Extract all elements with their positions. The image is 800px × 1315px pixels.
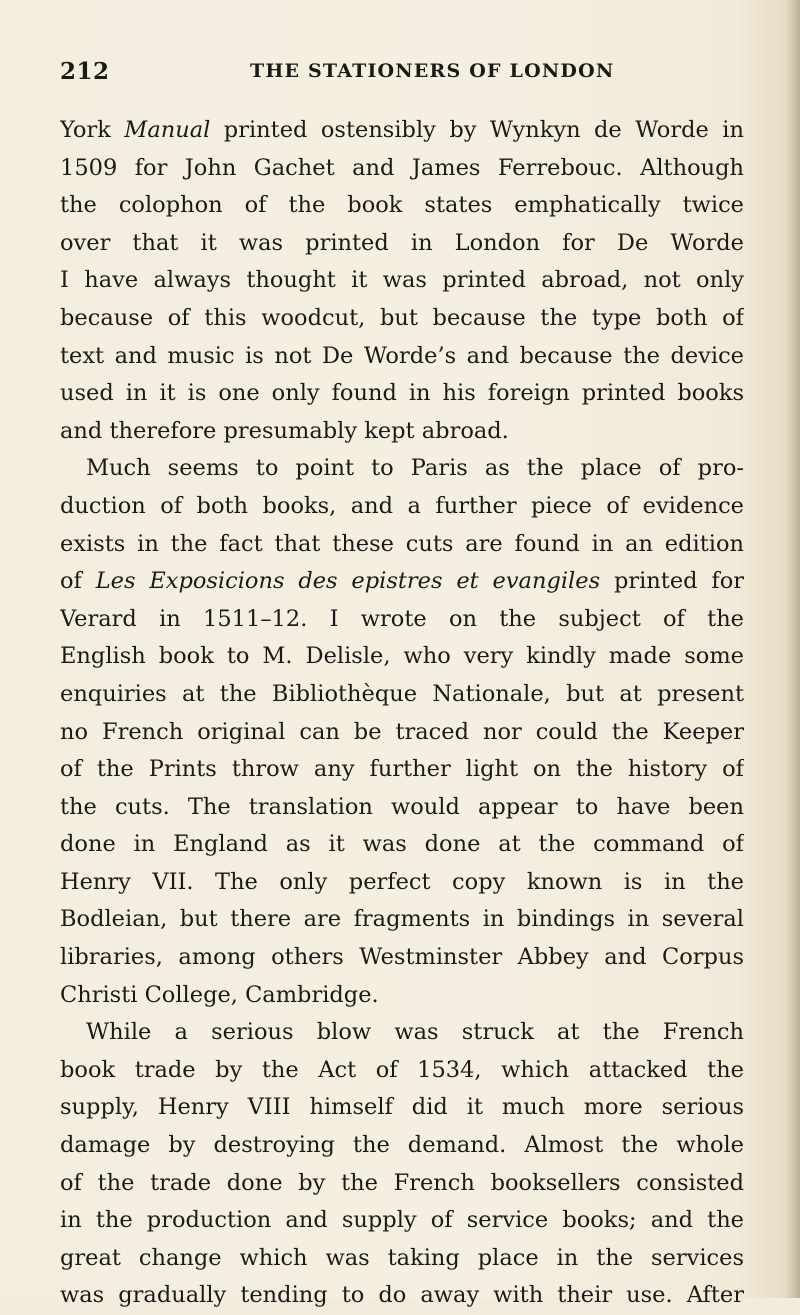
paragraph — [60, 450, 744, 1014]
text-segment: exists in the fact that these cuts are found in an edition — [60, 530, 744, 557]
running-head — [60, 58, 740, 94]
text-segment: book trade by the Act of 1534, which attacked the — [60, 1056, 744, 1083]
text-line — [60, 1165, 744, 1203]
running-title: THE STATIONERS OF LONDON — [250, 60, 615, 82]
text-line — [60, 375, 744, 413]
text-line — [60, 751, 744, 789]
text-segment: in the production and supply of service books; and the — [60, 1207, 744, 1234]
text-line — [60, 714, 744, 752]
text-line — [60, 413, 744, 451]
text-segment: printed for — [600, 568, 744, 595]
text-line — [60, 1277, 744, 1315]
text-segment: libraries, among others Westminster Abbey and Corpus — [60, 944, 744, 971]
text-line — [60, 563, 744, 601]
text-line — [60, 450, 744, 488]
text-line — [60, 789, 744, 827]
text-line — [60, 1127, 744, 1165]
text-line — [60, 526, 744, 564]
text-line — [60, 1202, 744, 1240]
text-line — [60, 262, 744, 300]
text-segment: Much seems to point to Paris as the place of pro- — [86, 455, 744, 482]
body-text — [60, 112, 744, 1315]
text-segment: 1509 for John Gachet and James Ferrebouc. Although — [60, 154, 744, 181]
text-segment: English book to M. Delisle, who very kindly made some — [60, 643, 744, 670]
text-segment: of the trade done by the French booksellers consisted — [60, 1169, 744, 1196]
text-segment: done in England as it was done at the command of — [60, 831, 744, 858]
text-segment: Christi College, Cambridge. — [60, 981, 379, 1008]
italic-title: Les Exposicions des epistres et evangiles — [95, 568, 601, 595]
text-segment: While a serious blow was struck at the French — [86, 1019, 744, 1046]
text-line — [60, 977, 744, 1015]
text-line — [60, 300, 744, 338]
text-segment: Verard in 1511–12. I wrote on the subject of the — [60, 605, 744, 632]
text-segment: I have always thought it was printed abroad, not only — [60, 267, 744, 294]
text-line — [60, 187, 744, 225]
text-segment: text and music is not De Worde’s and because the device — [60, 342, 744, 369]
text-segment: was gradually tending to do away with their use. After — [60, 1282, 744, 1309]
paragraph — [60, 112, 744, 450]
text-line — [60, 939, 744, 977]
paragraph — [60, 1014, 744, 1315]
text-line — [60, 1014, 744, 1052]
text-segment: used in it is one only found in his foreign printed books — [60, 380, 744, 407]
text-line — [60, 601, 744, 639]
text-segment: enquiries at the Bibliothèque Nationale, but at present — [60, 680, 744, 707]
text-segment: because of this woodcut, but because the type both of — [60, 304, 744, 331]
text-segment: supply, Henry VIII himself did it much more serious — [60, 1094, 744, 1121]
text-line — [60, 225, 744, 263]
text-segment: great change which was taking place in the services — [60, 1244, 744, 1271]
text-line — [60, 676, 744, 714]
text-line — [60, 638, 744, 676]
text-segment: of the Prints throw any further light on the history of — [60, 756, 744, 783]
text-line — [60, 112, 744, 150]
text-segment: duction of both books, and a further piece of evidence — [60, 492, 744, 519]
text-line — [60, 1052, 744, 1090]
text-line — [60, 864, 744, 902]
text-line — [60, 1240, 744, 1278]
text-segment: York — [60, 117, 125, 143]
text-segment: Bodleian, but there are fragments in bindings in several — [60, 906, 744, 933]
text-line — [60, 150, 744, 188]
text-line — [60, 826, 744, 864]
text-line — [60, 901, 744, 939]
text-segment: and therefore presumably kept abroad. — [60, 417, 509, 444]
text-line — [60, 488, 744, 526]
text-segment: no French original can be traced nor could the Keeper — [60, 718, 744, 745]
text-segment: Henry VII. The only perfect copy known is in the — [60, 868, 744, 895]
text-segment: the cuts. The translation would appear to have been — [60, 793, 744, 820]
page-number: 212 — [60, 58, 110, 85]
text-segment: damage by destroying the demand. Almost the whole — [60, 1132, 744, 1159]
text-line — [60, 338, 744, 376]
italic-title: Manual — [124, 117, 211, 143]
text-segment: printed ostensibly by Wynkyn de Worde in — [210, 117, 744, 143]
text-segment: the colophon of the book states emphatically twice — [60, 192, 744, 219]
text-segment: over that it was printed in London for De Worde — [60, 229, 744, 256]
text-line — [60, 1089, 744, 1127]
text-segment: of — [60, 568, 96, 595]
page-edge-shadow — [786, 0, 800, 1298]
